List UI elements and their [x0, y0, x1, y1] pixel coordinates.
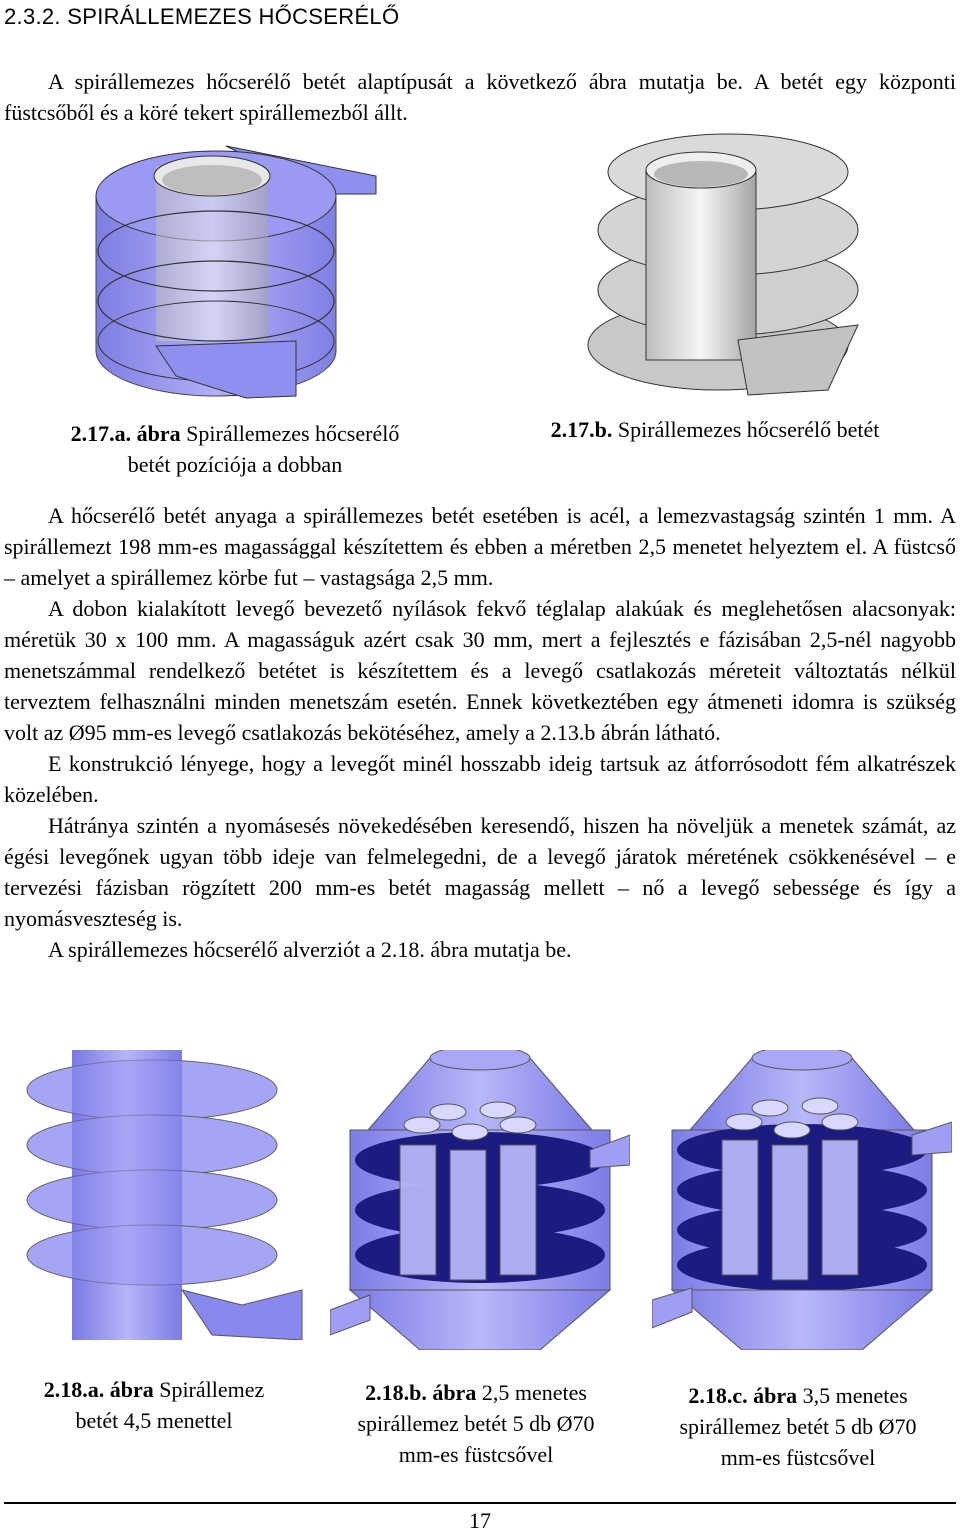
- body-text: [4, 500, 956, 965]
- figure-2-18b-image: [330, 1050, 630, 1350]
- caption-2-18c-text: 3,5 menetes: [802, 1383, 908, 1408]
- caption-2-18b-text: 2,5 menetes: [481, 1380, 587, 1405]
- body-paragraph-5: A spirállemezes hőcserélő alverziót a 2.18. ábra mutatja be.: [48, 937, 572, 962]
- caption-2-17b-label: 2.17.b.: [550, 417, 613, 442]
- caption-2-17a: [20, 418, 450, 480]
- caption-2-18a: [4, 1374, 304, 1436]
- caption-2-17b: [480, 414, 950, 445]
- body-paragraph-3: E konstrukció lényege, hogy a levegőt minél hosszabb ideig tartsuk az átforrósodott fém alkatrészek közelében.: [4, 751, 956, 807]
- caption-2-18a-text2: betét 4,5 menettel: [75, 1408, 233, 1433]
- footer-rule: [4, 1502, 956, 1504]
- caption-2-18c-text2: spirállemez betét 5 db Ø70: [679, 1414, 917, 1439]
- caption-2-18b-text2: spirállemez betét 5 db Ø70: [357, 1411, 595, 1436]
- caption-2-17b-text: Spirállemezes hőcserélő betét: [617, 417, 880, 442]
- caption-2-18c-text3: mm-es füstcsővel: [720, 1445, 876, 1470]
- body-paragraph-4: Hátránya szintén a nyomásesés növekedésében keresendő, hiszen ha növeljük a menetek számát, az égési levegőnek ugyan több ideje van felmelegedni, de a levegő járatok méretének csökkenésével – e tervezési fázisban rögzített 200 mm-es betét magasság mellett – nő a levegő sebessége és így a nyomásveszteség is.: [4, 813, 956, 931]
- caption-2-17a-text: Spirállemezes hőcserélő: [186, 421, 400, 446]
- caption-2-18a-label: 2.18.a. ábra: [43, 1377, 154, 1402]
- caption-2-18a-text: Spirállemez: [159, 1377, 265, 1402]
- intro-paragraph: A spirállemezes hőcserélő betét alaptípusát a következő ábra mutatja be. A betét egy központi füstcsőből és a köré tekert spirállemezből állt.: [4, 69, 956, 125]
- caption-2-18b: [318, 1377, 634, 1470]
- figure-2-18c-image: [652, 1050, 952, 1350]
- figure-2-17b-image: [578, 130, 868, 405]
- caption-2-18c: [640, 1380, 956, 1473]
- caption-2-17a-label: 2.17.a. ábra: [70, 421, 181, 446]
- caption-2-18c-label: 2.18.c. ábra: [688, 1383, 798, 1408]
- page-number: 17: [469, 1508, 491, 1533]
- caption-2-18b-text3: mm-es füstcsővel: [398, 1442, 554, 1467]
- figure-2-17a-image: [86, 136, 386, 406]
- section-heading: 2.3.2. SPIRÁLLEMEZES HŐCSERÉLŐ: [4, 4, 400, 29]
- body-paragraph-1: A hőcserélő betét anyaga a spirállemezes betét esetében is acél, a lemezvastagság szintén 1 mm. A spirállemezt 198 mm-es magassággal készítettem és ebben a méretben 2,5 menetet helyeztem el. A füstcső – amelyet a spirállemez körbe fut – vastagsága 2,5 mm.: [4, 503, 956, 590]
- caption-2-18b-label: 2.18.b. ábra: [365, 1380, 477, 1405]
- figure-2-18a-image: [12, 1050, 312, 1340]
- body-paragraph-2: A dobon kialakított levegő bevezető nyílások fekvő téglalap alakúak és meglehetősen alacsonyak: méretük 30 x 100 mm. A magasságuk azért csak 30 mm, mert a fejlesztés e fázisában 2,5-nél nagyobb menetszámmal rendelkező betétet is készítettem és a levegő csatlakozás méreteit változtatás nélkül terveztem felhasználni minden menetszám esetén. Ennek következtében egy átmeneti idomra is szükség volt az Ø95 mm-es levegő csatlakozás bekötéséhez, amely a 2.13.b ábrán látható.: [4, 596, 956, 745]
- caption-2-17a-text2: betét pozíciója a dobban: [127, 452, 343, 477]
